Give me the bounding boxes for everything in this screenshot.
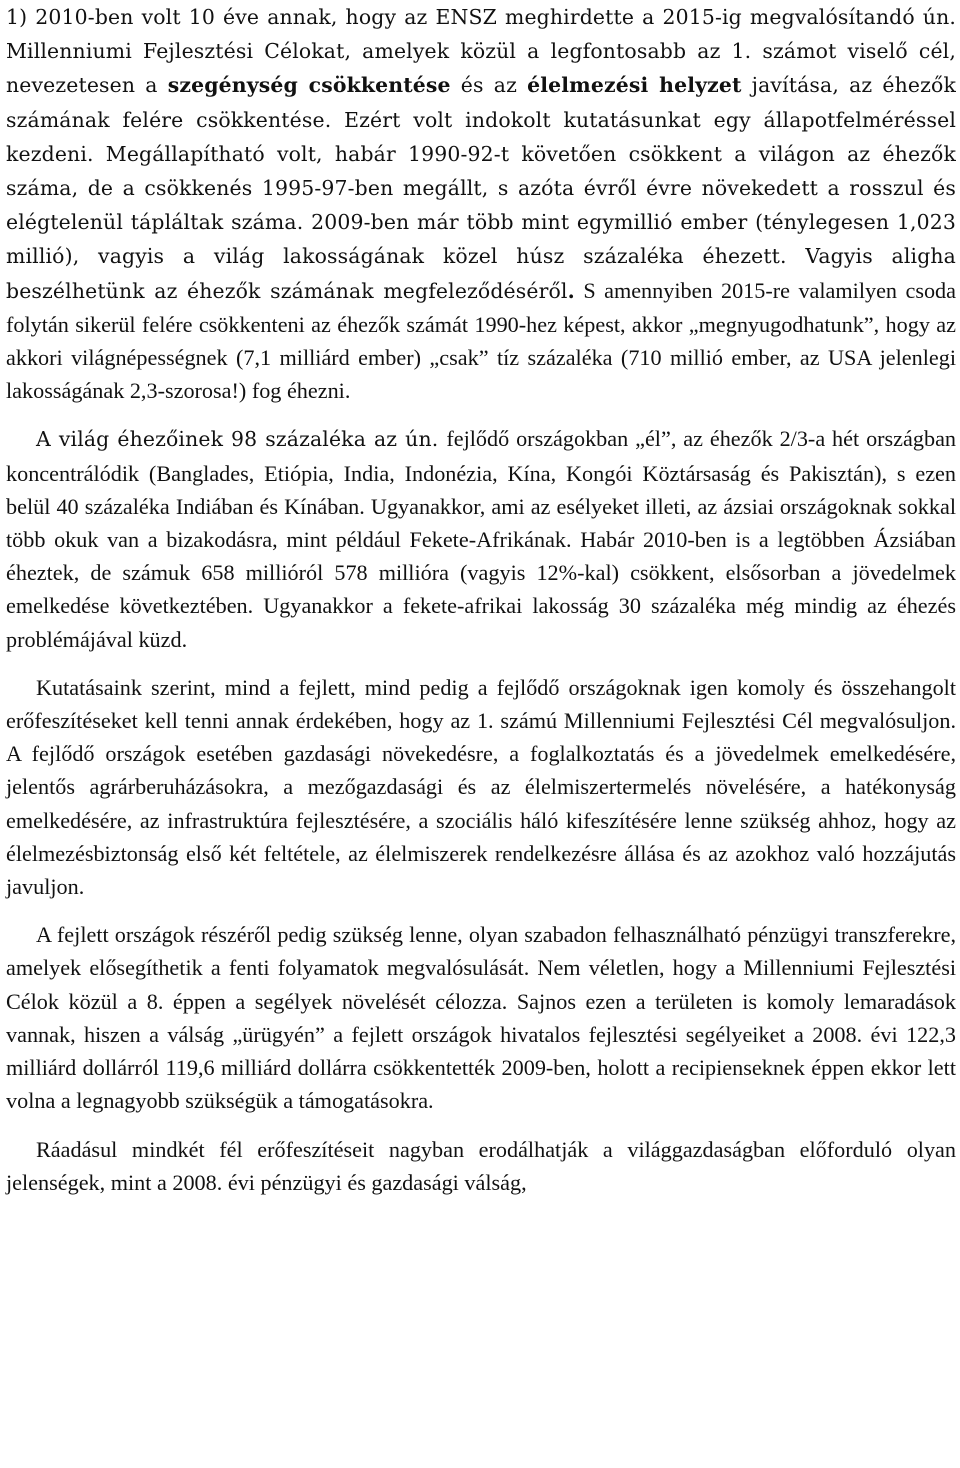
text-segment: A világ éhezőinek 98 százaléka az ún. <box>36 427 447 452</box>
text-segment: A fejlett országok részéről pedig szükség lenne, olyan szabadon felhasználható pénzügyi transzferekre, amelyek elősegíthetik a fenti folyamatok megvalósulását. Nem véletlen, hogy a Millenniumi Fejlesztési Célok közül a 8. éppen a segélyek növelését célozza. Sajnos ezen a területen is komoly lemaradások vannak, hiszen a válság „ürügyén” a fejlett országok hivatalos fejlesztési segélyeiket a 2008. évi 122,3 milliárd dollárról 119,6 milliárd dollárra csökkentették 2009-ben, holott a recipienseknek éppen ekkor lett volna a legnagyobb szükségük a támogatásokra. <box>6 922 956 1114</box>
text-segment: . <box>567 278 575 303</box>
text-segment: S amennyiben 2015-re valamilyen csoda folytán sikerül felére csökkenteni az éhezők számát 1990-hez képest, akkor „megnyugodhatunk”, hogy az akkori világnépességnek (7,1 milliárd ember) „csak” tíz százaléka (710 millió ember, az USA jelenlegi lakosságának 2,3-szorosa!) fog éhezni. <box>6 277 956 404</box>
paragraph-research-findings <box>6 671 956 903</box>
paragraph-developed-countries <box>6 918 956 1117</box>
text-segment: élelmezési helyzet <box>527 73 742 98</box>
text-segment: javítása, az éhezők számának felére csökkentése. Ezért volt indokolt kutatásunkat egy állapotfelméréssel kezdeni. <box>6 73 956 166</box>
paragraph-hunger-distribution <box>6 422 956 655</box>
text-segment: 2009-ben már több mint egymillió ember (ténylegesen 1,023 millió), vagyis a világ lakosságának közel húsz százaléka éhezett. <box>6 210 956 269</box>
document-page <box>6 0 956 1199</box>
text-segment: szegénység csökkentése <box>167 73 451 98</box>
text-segment: és az <box>450 73 528 98</box>
text-segment: Ráadásul mindkét fél erőfeszítéseit nagyban erodálhatják a világgazdaságban előforduló olyan jelenségek, mint a 2008. évi pénzügyi és gazdasági válság, <box>6 1136 956 1195</box>
paragraph-global-crisis <box>6 1133 956 1199</box>
text-segment: Megállapítható volt, habár 1990-92-t követően csökkent a világon az éhezők száma, de a csökkenés 1995-97-ben megállt, s azóta évről évre növekedett a rosszul és elégtelenül tápláltak száma. <box>6 141 956 235</box>
paragraph-mdg-goal <box>6 0 956 407</box>
text-segment: fejlődő országokban „él”, az éhezők 2/3-a hét országban koncentrálódik (Banglades, Etiópia, India, Indonézia, Kína, Kongói Köztársaság és Pakisztán), s ezen belül 40 százaléka Indiában és Kínában. Ugyanakkor, ami az esélyeket illeti, az ázsiai országoknak sokkal több okuk van a bizakodásra, mint például Fekete-Afrikának. Habár 2010-ben is a legtöbben Ázsiában éheztek, de számuk 658 millióról 578 millióra (vagyis 12%-kal) csökkent, elsősorban a jövedelmek emelkedése következtében. Ugyanakkor a fekete-afrikai lakosság 30 százaléka még mindig az éhezés problémájával küzd. <box>6 426 957 652</box>
text-segment: Vagyis aligha beszélhetünk az éhezők számának megfeleződéséről <box>6 244 956 303</box>
text-segment: Kutatásaink szerint, mind a fejlett, mind pedig a fejlődő országoknak igen komoly és összehangolt erőfeszítéseket kell tenni annak érdekében, hogy az 1. számú Millenniumi Fejlesztési Cél megvalósuljon. A fejlődő országok esetében gazdasági növekedésre, a foglalkoztatás és a jövedelmek emelkedésére, jelentős agrárberuházásokra, a mezőgazdasági és az élelmiszertermelés növelésére, a hatékonyság emelkedésére, az infrastruktúra fejlesztésére, a szociális háló kifeszítésére lenne szükség ahhoz, hogy az élelmezésbiztonság első két feltétele, az élelmiszerek rendelkezésre állása és az azokhoz való hozzájutás javuljon. <box>6 674 956 900</box>
text-segment: 1) 2010-ben volt 10 éve annak, hogy az ENSZ meghirdette a 2015-ig megvalósítandó ún. Millenniumi Fejlesztési Célokat, amelyek közül a legfontosabb az 1. számot viselő cél, nevezetesen a <box>6 5 956 98</box>
